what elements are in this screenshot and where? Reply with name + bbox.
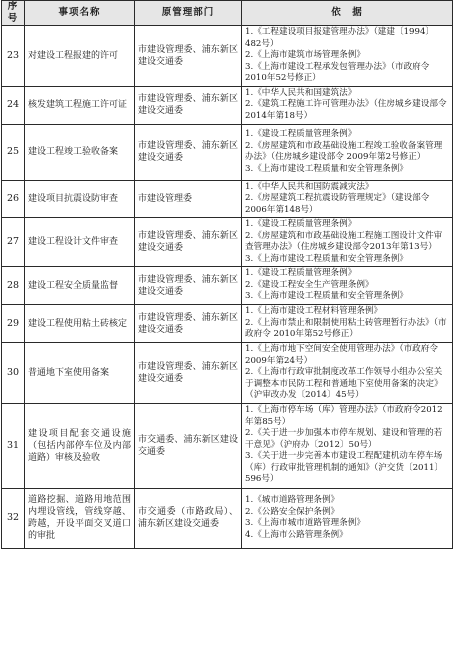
row-serial-number: 25 bbox=[2, 124, 25, 180]
header-item-name: 事项名称 bbox=[25, 1, 135, 26]
row-serial-number: 23 bbox=[2, 26, 25, 87]
row-original-department: 市交通委（市路政局）、浦东新区建设交通委 bbox=[135, 488, 242, 548]
header-original-department: 原管理部门 bbox=[135, 1, 242, 26]
basis-line: 2.《上海市建筑市场管理条例》 bbox=[245, 50, 365, 60]
header-serial-number: 序号 bbox=[2, 1, 25, 26]
table-row bbox=[2, 86, 453, 124]
row-legal-basis bbox=[242, 180, 453, 218]
table-row bbox=[2, 218, 453, 267]
table-row bbox=[2, 343, 453, 404]
row-original-department: 市建设管理委 bbox=[135, 180, 242, 218]
basis-line: 2.《上海市禁止和限制使用粘土砖管理暂行办法》（市政府令 2010年第52号修正） bbox=[245, 317, 447, 340]
basis-line: 2.《房屋建筑工程抗震设防管理规定》（建设部令 2006年第148号） bbox=[245, 193, 430, 215]
row-original-department: 市建设管理委、浦东新区建设交通委 bbox=[135, 124, 242, 180]
basis-line: 2.《关于进一步加强本市停车规划、建设和管理的若干意见》（沪府办〔2012〕50号） bbox=[245, 428, 443, 450]
row-original-department: 市建设管理委、浦东新区建设交通委 bbox=[135, 26, 242, 87]
row-serial-number: 30 bbox=[2, 343, 25, 404]
row-item-name: 建设项目抗震设防审查 bbox=[25, 180, 135, 218]
table-header-row bbox=[2, 1, 453, 26]
row-serial-number: 28 bbox=[2, 267, 25, 305]
row-item-name: 核发建筑工程施工许可证 bbox=[25, 86, 135, 124]
row-item-name: 普通地下室使用备案 bbox=[25, 343, 135, 404]
table-row bbox=[2, 180, 453, 218]
regulation-table-page bbox=[1, 0, 452, 549]
row-original-department: 市建设管理委、浦东新区建设交通委 bbox=[135, 218, 242, 267]
basis-line: 2.《公路安全保护条例》 bbox=[245, 506, 340, 517]
basis-line: 4.《上海市公路管理条例》 bbox=[245, 529, 348, 540]
row-original-department: 市建设管理委、浦东新区建设交通委 bbox=[135, 343, 242, 404]
basis-line: 3.《上海市建设工程质量和安全管理条例》 bbox=[245, 291, 408, 302]
basis-line: 1.《建设工程质量管理条例》 bbox=[245, 268, 357, 279]
row-item-name: 建设工程竣工验收备案 bbox=[25, 124, 135, 180]
basis-line: 2.《建筑工程施工许可管理办法》（住房城乡建设部令 2014年第18号） bbox=[245, 99, 447, 121]
row-serial-number: 29 bbox=[2, 305, 25, 343]
row-item-name: 建设工程安全质量监督 bbox=[25, 267, 135, 305]
row-legal-basis bbox=[242, 488, 453, 548]
row-original-department: 市建设管理委、浦东新区建设交通委 bbox=[135, 86, 242, 124]
row-item-name: 建设项目配套交通设施（包括内部停车位及内部道路）审核及验收 bbox=[25, 403, 135, 488]
row-legal-basis bbox=[242, 218, 453, 267]
row-serial-number: 27 bbox=[2, 218, 25, 267]
row-original-department: 市交通委、浦东新区建设交通委 bbox=[135, 403, 242, 488]
row-legal-basis bbox=[242, 86, 453, 124]
basis-line: 1.《上海市建设工程材料管理条例》 bbox=[245, 306, 383, 317]
table-row bbox=[2, 267, 453, 305]
table-row bbox=[2, 26, 453, 87]
basis-line: 3.《上海市建设工程承发包管理办法》（市政府令 2010年52号修正） bbox=[245, 61, 430, 83]
basis-line: 1.《建设工程质量管理条例》 bbox=[245, 219, 357, 229]
table-row bbox=[2, 305, 453, 343]
basis-line: 2.《房屋建筑和市政基础设施工程竣工验收备案管理办法》（住房城乡建设部令 2009年第2号修正） bbox=[245, 140, 443, 162]
row-serial-number: 32 bbox=[2, 488, 25, 548]
row-original-department: 市建设管理委、浦东新区建设交通委 bbox=[135, 305, 242, 343]
table-row bbox=[2, 488, 453, 548]
row-serial-number: 24 bbox=[2, 86, 25, 124]
basis-line: 3.《关于进一步完善本市建设工程配建机动车停车场（库）行政审批管理机制的通知》（沪交货〔2011〕596号） bbox=[245, 451, 444, 485]
row-item-name: 建设工程使用粘土砖核定 bbox=[25, 305, 135, 343]
row-serial-number: 26 bbox=[2, 180, 25, 218]
row-legal-basis bbox=[242, 124, 453, 180]
basis-line: 3.《上海市建设工程质量和安全管理条例》 bbox=[245, 253, 408, 264]
basis-line: 1.《上海市停车场（库）管理办法》（市政府令2012年第85号） bbox=[245, 405, 443, 427]
basis-line: 1.《上海市地下空间安全使用管理办法》（市政府令 2009年第24号） bbox=[245, 344, 438, 366]
header-legal-basis: 依 据 bbox=[242, 1, 453, 26]
row-item-name: 对建设工程报建的许可 bbox=[25, 26, 135, 87]
row-legal-basis bbox=[242, 26, 453, 87]
row-item-name: 建设工程设计文件审查 bbox=[25, 218, 135, 267]
basis-line: 1.《中华人民共和国建筑法》 bbox=[245, 87, 357, 98]
table-body bbox=[2, 26, 453, 549]
row-legal-basis bbox=[242, 403, 453, 488]
regulation-table bbox=[1, 0, 453, 549]
row-legal-basis bbox=[242, 343, 453, 404]
basis-line: 1.《中华人民共和国防震减灾法》 bbox=[245, 181, 374, 192]
basis-line: 1.《工程建设项目报建管理办法》（建建〔1994〕482号） bbox=[245, 27, 435, 49]
basis-line: 1.《城市道路管理条例》 bbox=[245, 495, 340, 505]
basis-line: 2.《上海市行政审批制度改革工作领导小组办公室关于调整本市民防工程和普通地下室使用备案的决定》（沪审改办发〔2014〕45号） bbox=[245, 367, 443, 400]
basis-line: 1.《建设工程质量管理条例》 bbox=[245, 129, 357, 139]
row-original-department: 市建设管理委、浦东新区建设交通委 bbox=[135, 267, 242, 305]
table-row bbox=[2, 403, 453, 488]
row-legal-basis bbox=[242, 267, 453, 305]
basis-line: 3.《上海市建设工程质量和安全管理条例》 bbox=[245, 163, 408, 174]
row-serial-number: 31 bbox=[2, 403, 25, 488]
basis-line: 2.《房屋建筑和市政基础设施工程施工图设计文件审查管理办法》（住房城乡建设部令2013年第13号） bbox=[245, 230, 443, 252]
row-item-name: 道路挖掘、道路用地范围内埋设管线，管线穿越、跨越，开设平面交叉道口的审批 bbox=[25, 488, 135, 548]
basis-line: 2.《建设工程安全生产管理条例》 bbox=[245, 279, 374, 290]
table-row bbox=[2, 124, 453, 180]
row-legal-basis bbox=[242, 305, 453, 343]
basis-line: 3.《上海市城市道路管理条例》 bbox=[245, 518, 365, 528]
